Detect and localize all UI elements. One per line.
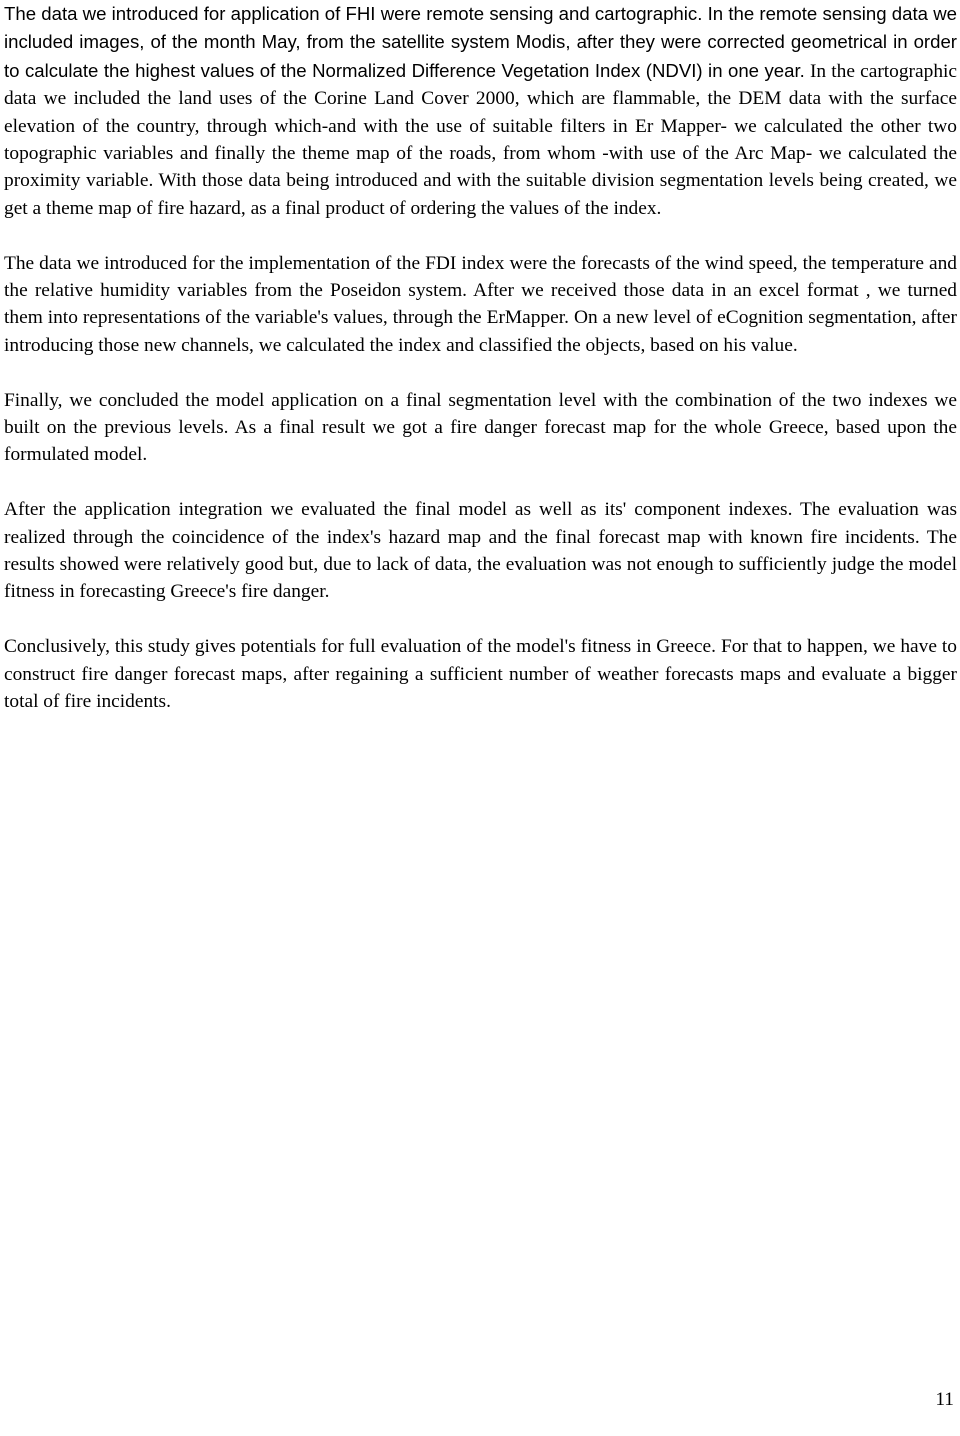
paragraph-final-application: Finally, we concluded the model application on a final segmentation level with the combination of the two indexes we built on the previous levels. As a final result we got a fire danger forecast map for the whole Greece, based upon the formulated model. (4, 389, 957, 466)
paragraph-conclusion: Conclusively, this study gives potentials for full evaluation of the model's fitness in Greece. For that to happen, we have to construct fire danger forecast maps, after regaining a sufficient number of weather forecasts maps and evaluate a bigger total of fire incidents. (4, 636, 957, 713)
paragraph-fdi-data: The data we introduced for the implementation of the FDI index were the forecasts of the wind speed, the temperature and the relative humidity variables from the Poseidon system. After we received those data in an excel format , we turned them into representations of the variable's values, through the ErMapper. On a new level of eCognition segmentation, after introducing those new channels, we calculated the index and classified the objects, based on his value. (4, 252, 957, 356)
body-text (4, 0, 957, 743)
page-number: 11 (935, 1389, 954, 1410)
paragraph-data-sources-cartographic: In the cartographic data we included the land uses of the Corine Land Cover 2000, which are flammable, the DEM data with the surface elevation of the country, through which-and with the use of suitable filters in Er Mapper- we calculated the other two topographic variables and finally the theme map of the roads, from whom -with use of the Arc Map- we calculated the proximity variable. With those data being introduced and with the suitable division segmentation levels being created, we get a theme map of fire hazard, as a final product of ordering the values of the index. (4, 60, 958, 219)
paragraph-evaluation: After the application integration we evaluated the final model as well as its' component indexes. The evaluation was realized through the coincidence of the index's hazard map and the final forecast map with known fire incidents. The results showed were relatively good but, due to lack of data, the evaluation was not enough to sufficiently judge the model fitness in forecasting Greece's fire danger. (4, 499, 957, 603)
paragraph-data-sources (4, 0, 957, 222)
paragraph-data-sources-remote-sensing: The data we introduced for application of FHI were remote sensing and cartographic. In the remote sensing data we included images, of the month May, from the satellite system Modis, after they were corrected geometrical in order to calculate the highest values of the Normalized Difference Vegetation Index (NDVI) in one year. (4, 3, 957, 81)
